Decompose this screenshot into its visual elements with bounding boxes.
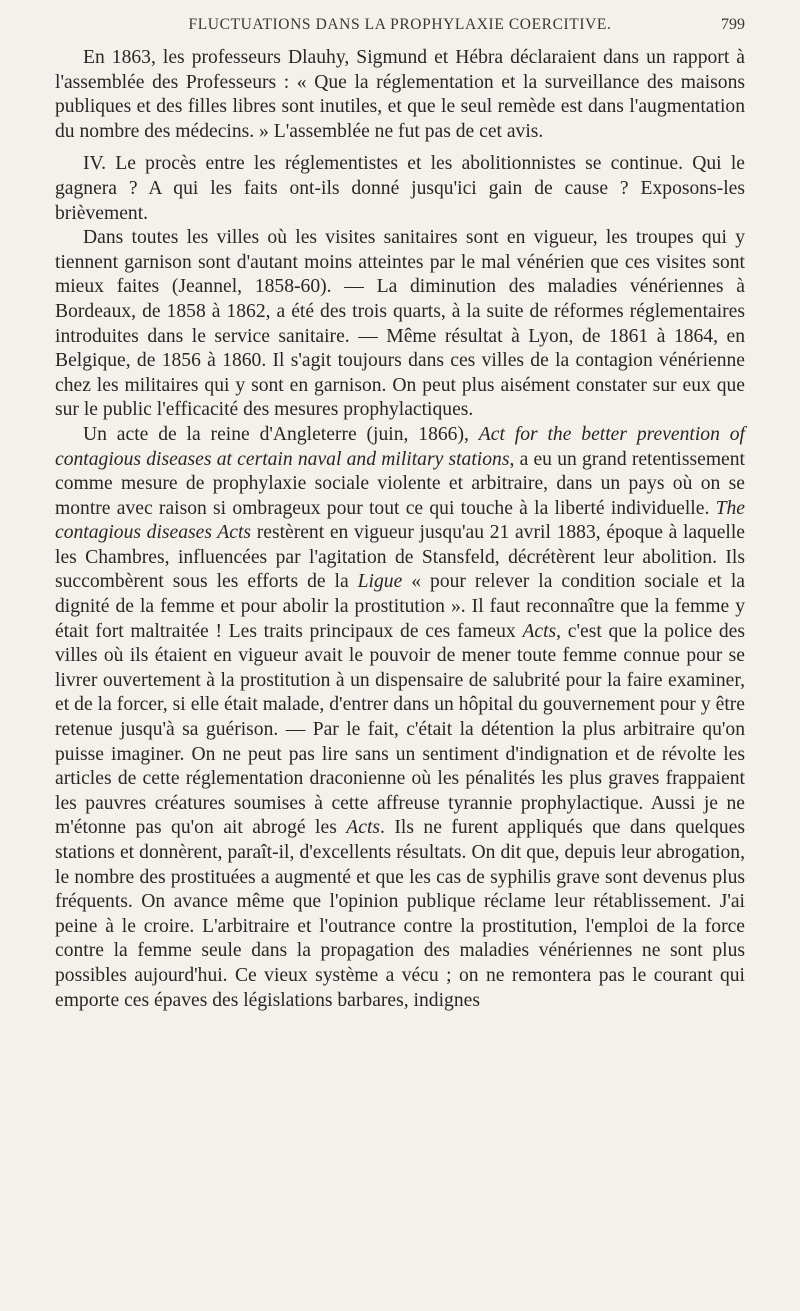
body-text (55, 46, 745, 1013)
italic-text: Act for the better prevention of contagious diseases at certain naval and military stations (55, 423, 745, 470)
text-run: , c'est que la police des villes où ils étaient en vigueur avait le pouvoir de mener toute femme connue pour se livrer ouvertement à la prostitution à un dispensaire de salubrité pour la faire examiner, et de la forcer, si elle était malade, d'entrer dans un hôpital du gouvernement pour y être retenue jusqu'à sa guérison. — Par le fait, c'était la détention la plus arbitraire qu'on puisse imaginer. On ne peut pas lire sans un sentiment d'indignation et de révolte les articles de cette réglementation draconienne où les pénalités les plus graves frappaient les pauvres créatures soumises à cette affreuse tyrannie prophylactique. Aussi je ne m'étonne pas qu'on ait abrogé les (55, 620, 746, 839)
italic-text: Acts (522, 620, 557, 642)
text-run: Dans toutes les villes où les visites sanitaires sont en vigueur, les troupes qui y tiennent garnison sont d'autant moins atteintes par le mal vénérien que ces visites sont mieux faites (Jeannel, 1858-60). — La diminution des maladies vénériennes à Bordeaux, de 1858 à 1862, a été des trois quarts, à la suite de réformes réglementaires introduites dans le service sanitaire. — Même résultat à Lyon, de 1861 à 1864, en Belgique, de 1856 à 1860. Il s'agit toujours dans ces villes de la contagion vénérienne chez les militaires qui y sont en garnison. On peut plus aisément constater sur eux que sur le public l'efficacité des mesures prophylactiques. (55, 227, 745, 421)
running-title: FLUCTUATIONS DANS LA PROPHYLAXIE COERCITIVE. (188, 16, 612, 33)
text-run: En 1863, les professeurs Dlauhy, Sigmund et Hébra déclaraient dans un rapport à l'assemblée des Professeurs : « Que la réglementation et la surveillance des maisons publiques et des filles libres sont inutiles, et que le seul remède est dans l'augmentation du nombre des médecins. » L'assemblée ne fut pas de cet avis. (55, 47, 745, 142)
paragraph-4 (55, 423, 745, 1013)
text-run: « pour relever la condition sociale et la dignité de la femme et pour abolir la prostitution ». Il faut reconnaître que la femme y était fort maltraitée ! Les traits principaux de ces fameux (55, 571, 745, 642)
italic-text: The contagious diseases Acts (55, 497, 745, 544)
italic-text: Acts (346, 817, 381, 839)
text-run: Un acte de la reine d'Angleterre (juin, 1866), (83, 423, 479, 445)
text-run: IV. Le procès entre les réglementistes et les abolitionnistes se continue. Qui le gagnera ? A qui les faits ont-ils donné jusqu'ici gain de cause ? Exposons-les brièvement. (55, 153, 745, 224)
paragraph-2 (55, 152, 745, 226)
text-run: . Ils ne furent appliqués que dans quelques stations et donnèrent, paraît-il, d'excellents résultats. On dit que, depuis leur abrogation, le nombre des prostituées a augmenté et que les cas de syphilis grave sont devenus plus fréquents. On avance même que l'opinion publique réclame leur rétablissement. J'ai peine à le croire. L'arbitraire et l'outrance contre la prostitution, l'emploi de la force contre la femme seule dans la propagation des maladies vénériennes ne sont plus possibles aujourd'hui. Ce vieux système a vécu ; on ne remontera pas le courant qui emporte ces épaves des législations barbares, indignes (55, 817, 745, 1011)
italic-text: Ligue (357, 571, 403, 593)
text-run: , a eu un grand retentissement comme mesure de prophylaxie sociale violente et arbitraire, dans un pays où on se montre avec raison si ombrageux pour tout ce qui touche à la liberté individuelle. (55, 448, 745, 519)
paragraph-3 (55, 226, 745, 423)
paragraph-1 (55, 46, 745, 144)
page-number: 799 (721, 16, 745, 33)
page-header (55, 14, 745, 40)
text-run: restèrent en vigueur jusqu'au 21 avril 1883, époque à laquelle les Chambres, influencées par l'agitation de Stansfeld, décrétèrent leur abolition. Ils succombèrent sous les efforts de la (55, 522, 745, 593)
